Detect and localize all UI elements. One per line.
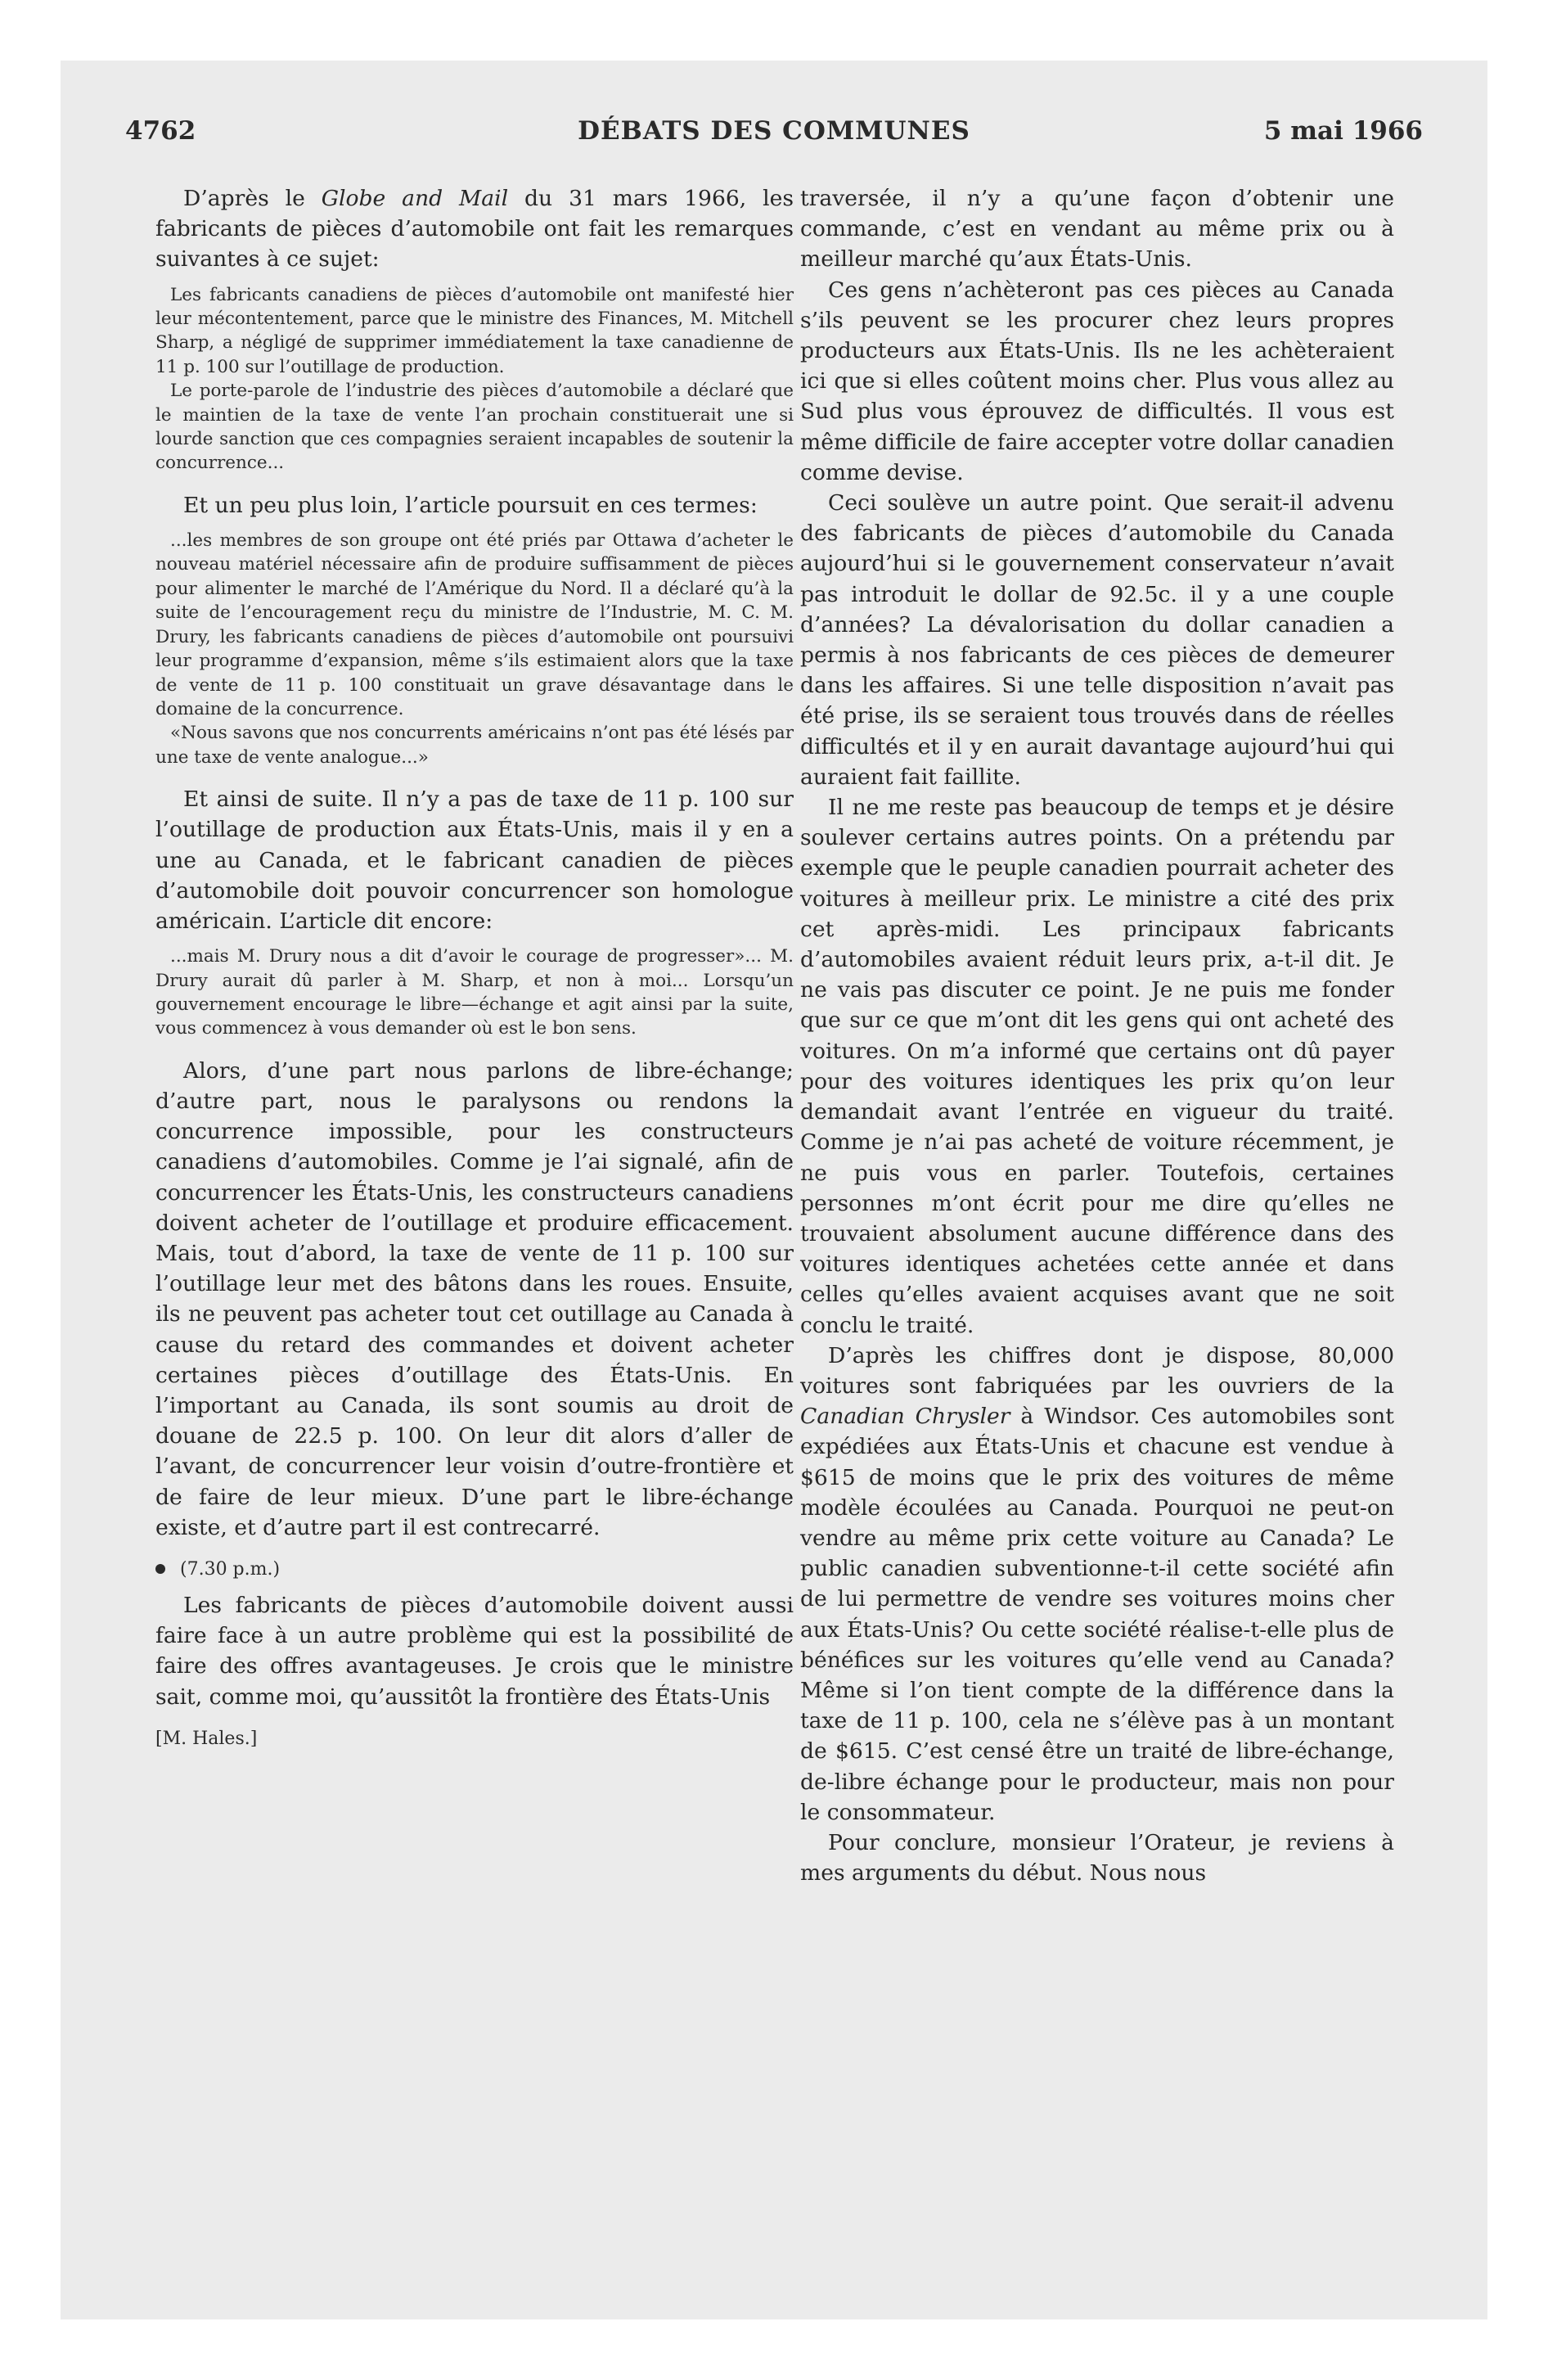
paragraph: traversée, il n’y a qu’une façon d’obtenir une commande, c’est en vendant au même prix ou à meilleur marché qu’aux États-Unis. [800,186,1394,273]
company-name: Canadian Chrysler [800,1404,1010,1430]
paragraph: Et ainsi de suite. Il n’y a pas de taxe de 11 p. 100 sur l’outillage de production aux États-Unis, mais il y en a une au Canada, et le fabricant canadien de pièces d’automobile doit pouvoir concurrencer son homologue américain. L’article dit encore: [155,787,794,934]
paragraph [800,1341,1394,1828]
bullet-icon [155,1564,165,1574]
right-column [800,183,1394,1888]
paragraph: Pour conclure, monsieur l’Orateur, je reviens à mes arguments du début. Nous nous [800,1829,1394,1886]
paragraph-text: à Windsor. Ces automobiles sont expédiées aux États-Unis et chacune est vendue à $615 de moins que le prix des voitures de même modèle écoulées au Canada. Pourquoi ne peut-on vendre au même prix cette voiture au Canada? Le public canadien subventionne-t-il cette société afin de lui permettre de vendre ses voitures moins cher aux États-Unis? Ou cette société réalise-t-elle plus de bénéfices sur les voitures qu’elle vend au Canada? Même si l’on tient compte de la différence dans la taxe de 11 p. 100, cela ne s’élève pas à un montant de $615. C’est censé être un traité de libre-échange, de-libre échange pour le producteur, mais non pour le consommateur. [800,1404,1394,1825]
paragraph-text: D’après le [183,186,322,211]
block-quote: Les fabricants canadiens de pièces d’automobile ont manifesté hier leur mécontentement, parce que le ministre des Finances, M. Mitchell Sharp, a négligé de supprimer immédiatement la taxe canadienne de 11 p. 100 sur l’outillage de production. [155,284,794,377]
paragraph: Ceci soulève un autre point. Que serait-il advenu des fabricants de pièces d’automobile du Canada aujourd’hui si le gouvernement conservateur n’avait pas introduit le dollar de 92.5c. il y a une couple d’années? La dévalorisation du dollar canadien a permis à nos fabricants de ces pièces de demeurer dans les affaires. Si une telle disposition n’avait pas été prise, ils se seraient tous trouvés dans de réelles difficultés et il y en aurait davantage aujourd’hui qui auraient fait faillite. [800,490,1394,790]
paragraph: Il ne me reste pas beaucoup de temps et je désire soulever certains autres points. On a prétendu par exemple que le peuple canadien pourrait acheter des voitures à meilleur prix. Le ministre a cité des prix cet après-midi. Les principaux fabricants d’automobiles avaient réduit leurs prix, a-t-il dit. Je ne vais pas discuter ce point. Je ne puis me fonder que sur ce que m’ont dit les gens qui ont acheté des voitures. On m’a informé que certains ont dû payer pour des voitures identiques les prix qu’on leur demandait avant l’entrée en vigueur du traité. Comme je n’ai pas acheté de voiture récemment, je ne puis vous en parler. Toutefois, certaines personnes m’ont écrit pour me dire qu’elles ne trouvaient absolument aucune différence dans des voitures identiques achetées cette année et dans celles qu’elles avaient acquises avant que ne soit conclu le traité. [800,795,1394,1338]
block-quote: ...les membres de son groupe ont été priés par Ottawa d’acheter le nouveau matériel nécessaire afin de produire suffisamment de pièces pour alimenter le marché de l’Amérique du Nord. Il a déclaré qu’à la suite de l’encouragement reçu du ministre de l’Industrie, M. C. M. Drury, les fabricants canadiens de pièces d’automobile ont poursuivi leur programme d’expansion, même s’ils estimaient alors que la taxe de vente de 11 p. 100 constituait un grave désavantage dans le domaine de la concurrence. [155,530,794,719]
journal-title: DÉBATS DES COMMUNES [578,116,970,146]
speaker-tag: [M. Hales.] [155,1728,258,1749]
block-quote: Le porte-parole de l’industrie des pièces d’automobile a déclaré que le maintien de la taxe de vente l’an prochain constituerait une si lourde sanction que ces compagnies seraient incapables de soutenir la concurrence... [155,381,794,474]
paragraph: Les fabricants de pièces d’automobile doivent aussi faire face à un autre problème qui est la possibilité de faire des offres avantageuses. Je crois que le ministre sait, comme moi, qu’aussitôt la frontière des États-Unis [155,1593,794,1710]
issue-date: 5 mai 1966 [1263,116,1423,146]
page-header [125,116,1423,157]
time-marker-text: (7.30 p.m.) [180,1559,281,1580]
paragraph-text: du 31 mars 1966, les fabricants de pièces d’automobile ont fait les remarques suivantes à ce sujet: [155,186,794,273]
block-quote: ...mais M. Drury nous a dit d’avoir le courage de progresser»... M. Drury aurait dû parler à M. Sharp, et non à moi... Lorsqu’un gouvernement encourage le libre—échange et agit ainsi par la suite, vous commencez à vous demander où est le bon sens. [155,946,794,1039]
block-quote: «Nous savons que nos concurrents américains n’ont pas été lésés par une taxe de vente analogue...» [155,723,794,768]
paragraph [155,183,794,275]
left-column [155,183,794,1751]
paragraph: Et un peu plus loin, l’article poursuit en ces termes: [183,492,758,518]
paragraph: Alors, d’une part nous parlons de libre-échange; d’autre part, nous le paralysons ou rendons la concurrence impossible, pour les constructeurs canadiens d’automobiles. Comme je l’ai signalé, afin de concurrencer les États-Unis, les constructeurs canadiens doivent acheter de l’outillage et produire efficacement. Mais, tout d’abord, la taxe de vente de 11 p. 100 sur l’outillage leur met des bâtons dans les roues. Ensuite, ils ne peuvent pas acheter tout cet outillage au Canada à cause du retard des commandes et doivent acheter certaines pièces d’outillage des États-Unis. En l’important au Canada, ils sont soumis au droit de douane de 22.5 p. 100. On leur dit alors d’aller de l’avant, de concurrencer leur voisin d’outre-frontière et de faire de leur mieux. D’une part le libre-échange existe, et d’autre part il est contrecarré. [155,1057,794,1540]
page-number: 4762 [125,116,196,146]
scanned-page [61,61,1487,2319]
time-marker [155,1557,794,1582]
paragraph-text: D’après les chiffres dont je dispose, 80,000 voitures sont fabriquées par les ouvriers de la [800,1342,1394,1399]
newspaper-title: Globe and Mail [321,186,509,211]
paragraph: Ces gens n’achèteront pas ces pièces au Canada s’ils peuvent se les procurer chez leurs propres producteurs aux États-Unis. Ils ne les achèteraient ici que si elles coûtent moins cher. Plus vous allez au Sud plus vous éprouvez de difficultés. Il vous est même difficile de faire accepter votre dollar canadien comme devise. [800,277,1394,485]
